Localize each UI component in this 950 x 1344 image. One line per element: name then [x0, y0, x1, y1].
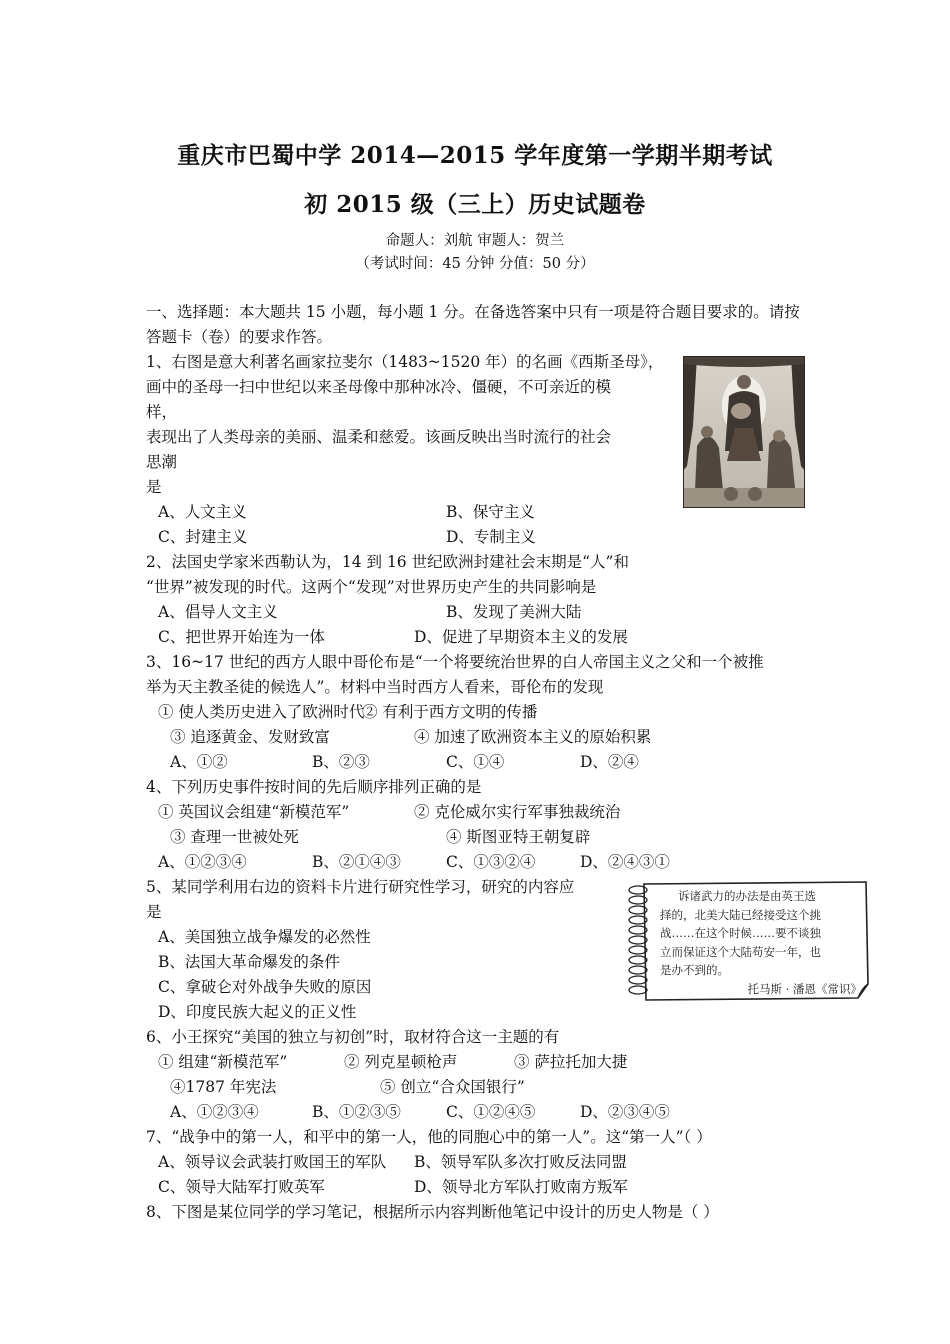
card-text-line3: 战……在这个时候……要不谈独 — [660, 926, 821, 940]
q4-option-a: A、①②③④ — [158, 853, 247, 871]
q3-option-c: C、①④ — [446, 753, 505, 771]
q1-line5: 思潮 — [146, 453, 178, 471]
q6-line1: 6、小王探究“美国的独立与初创”时，取材符合这一主题的有 — [146, 1028, 560, 1046]
q3-line1: 3、16~17 世纪的西方人眼中哥伦布是“一个将要统治世界的白人帝国主义之父和一个被推 — [146, 653, 764, 671]
q1-line2: 画中的圣母一扫中世纪以来圣母像中那种冰冷、僵硬，不可亲近的模 — [146, 378, 612, 396]
q2-option-d: D、促进了早期资本主义的发展 — [414, 628, 628, 646]
q4-item-2: ② 克伦威尔实行军事独裁统治 — [414, 803, 621, 821]
q6-item-3: ③ 萨拉托加大捷 — [514, 1053, 628, 1071]
q5-line2: 是 — [146, 903, 162, 921]
q4-option-d: D、②④③① — [580, 853, 670, 871]
q6-item-2: ② 列克星顿枪声 — [344, 1053, 458, 1071]
q3-item-2: ② 有利于西方文明的传播 — [362, 703, 538, 721]
q1-line1: 1、右图是意大利著名画家拉斐尔（1483~1520 年）的名画《西斯圣母》， — [146, 353, 664, 371]
exam-info: （考试时间：45 分钟 分值：50 分） — [355, 256, 595, 272]
q5-option-a: A、美国独立战争爆发的必然性 — [158, 928, 371, 946]
q1-option-d: D、专制主义 — [446, 528, 536, 546]
q3-item-4: ④ 加速了欧洲资本主义的原始积累 — [414, 728, 652, 746]
q6-item-1: ① 组建“新模范军” — [158, 1053, 288, 1071]
q1-line4: 表现出了人类母亲的美丽、温柔和慈爱。该画反映出当时流行的社会 — [146, 428, 612, 446]
q3-option-b: B、②③ — [312, 753, 370, 771]
q2-option-a: A、倡导人文主义 — [158, 603, 278, 621]
q1-option-a: A、人文主义 — [158, 503, 247, 521]
q7-line1: 7、“战争中的第一人，和平中的第一人，他的同胞心中的第一人”。这“第一人”（ ） — [146, 1128, 712, 1146]
sistine-madonna-painting — [683, 356, 805, 508]
q6-option-b: B、①②③⑤ — [312, 1103, 401, 1121]
q6-option-d: D、②③④⑤ — [580, 1103, 670, 1121]
q6-option-c: C、①②④⑤ — [446, 1103, 536, 1121]
q5-option-b: B、法国大革命爆发的条件 — [158, 953, 340, 971]
exam-title: 重庆市巴蜀中学 2014—2015 学年度第一学期半期考试 — [177, 142, 773, 169]
q1-line3: 样， — [146, 403, 178, 421]
q2-line2: “世界”被发现的时代。这两个“发现”对世界历史产生的共同影响是 — [146, 578, 597, 596]
q7-option-c: C、领导大陆军打败英军 — [158, 1178, 325, 1196]
q1-line6: 是 — [146, 478, 162, 496]
q3-item-1: ① 使人类历史进入了欧洲时代 — [158, 703, 365, 721]
q2-line1: 2、法国史学家米西勒认为，14 到 16 世纪欧洲封建社会末期是“人”和 — [146, 553, 629, 571]
card-text-line5: 是办不到的。 — [660, 963, 729, 977]
q3-option-d: D、②④ — [580, 753, 639, 771]
q5-option-c: C、拿破仑对外战争失败的原因 — [158, 978, 372, 996]
q4-option-b: B、②①④③ — [312, 853, 401, 871]
q5-line1: 5、某同学利用右边的资料卡片进行研究性学习，研究的内容应 — [146, 878, 575, 896]
q6-item-4: ④1787 年宪法 — [170, 1078, 277, 1096]
q6-item-5: ⑤ 创立“合众国银行” — [380, 1078, 525, 1096]
card-text-line4: 立而保证这个大陆苟安一年，也 — [660, 944, 821, 959]
q8-line1: 8、下图是某位同学的学习笔记，根据所示内容判断他笔记中设计的历史人物是（ ） — [146, 1203, 719, 1221]
card-text-line2: 择的，北美大陆已经接受这个挑 — [660, 907, 821, 922]
section-intro-line1: 一、选择题：本大题共 15 小题，每小题 1 分。在备选答案中只有一项是符合题目要求的。请按 — [146, 303, 800, 321]
q7-option-b: B、领导军队多次打败反法同盟 — [414, 1153, 627, 1171]
q4-option-c: C、①③②④ — [446, 853, 536, 871]
q7-option-d: D、领导北方军队打败南方叛军 — [414, 1178, 628, 1196]
q6-option-a: A、①②③④ — [170, 1103, 259, 1121]
q3-line2: 举为天主教圣徒的候选人”。材料中当时西方人看来，哥伦布的发现 — [146, 678, 604, 696]
section-intro-line2: 答题卡（卷）的要求作答。 — [146, 328, 333, 346]
exam-authors: 命题人：刘航 审题人：贺兰 — [385, 233, 565, 249]
q1-option-c: C、封建主义 — [158, 528, 248, 546]
exam-subtitle: 初 2015 级（三上）历史试题卷 — [304, 191, 646, 218]
q4-item-1: ① 英国议会组建“新模范军” — [158, 803, 350, 821]
q4-line1: 4、下列历史事件按时间的先后顺序排列正确的是 — [146, 778, 482, 796]
q3-item-3: ③ 追逐黄金、发财致富 — [170, 728, 330, 746]
q4-item-3: ③ 查理一世被处死 — [170, 828, 299, 846]
q4-item-4: ④ 斯图亚特王朝复辟 — [446, 828, 591, 846]
q5-material-card — [626, 880, 872, 1006]
card-text-line1: 诉诸武力的办法是由英王选 — [678, 889, 816, 903]
card-source: 托马斯 · 潘恩《常识》 — [747, 981, 862, 996]
q3-option-a: A、①② — [170, 753, 228, 771]
q7-option-a: A、领导议会武装打败国王的军队 — [158, 1153, 387, 1171]
q5-option-d: D、印度民族大起义的正义性 — [158, 1003, 357, 1021]
q2-option-c: C、把世界开始连为一体 — [158, 628, 325, 646]
q1-option-b: B、保守主义 — [446, 503, 535, 521]
q2-option-b: B、发现了美洲大陆 — [446, 603, 582, 621]
